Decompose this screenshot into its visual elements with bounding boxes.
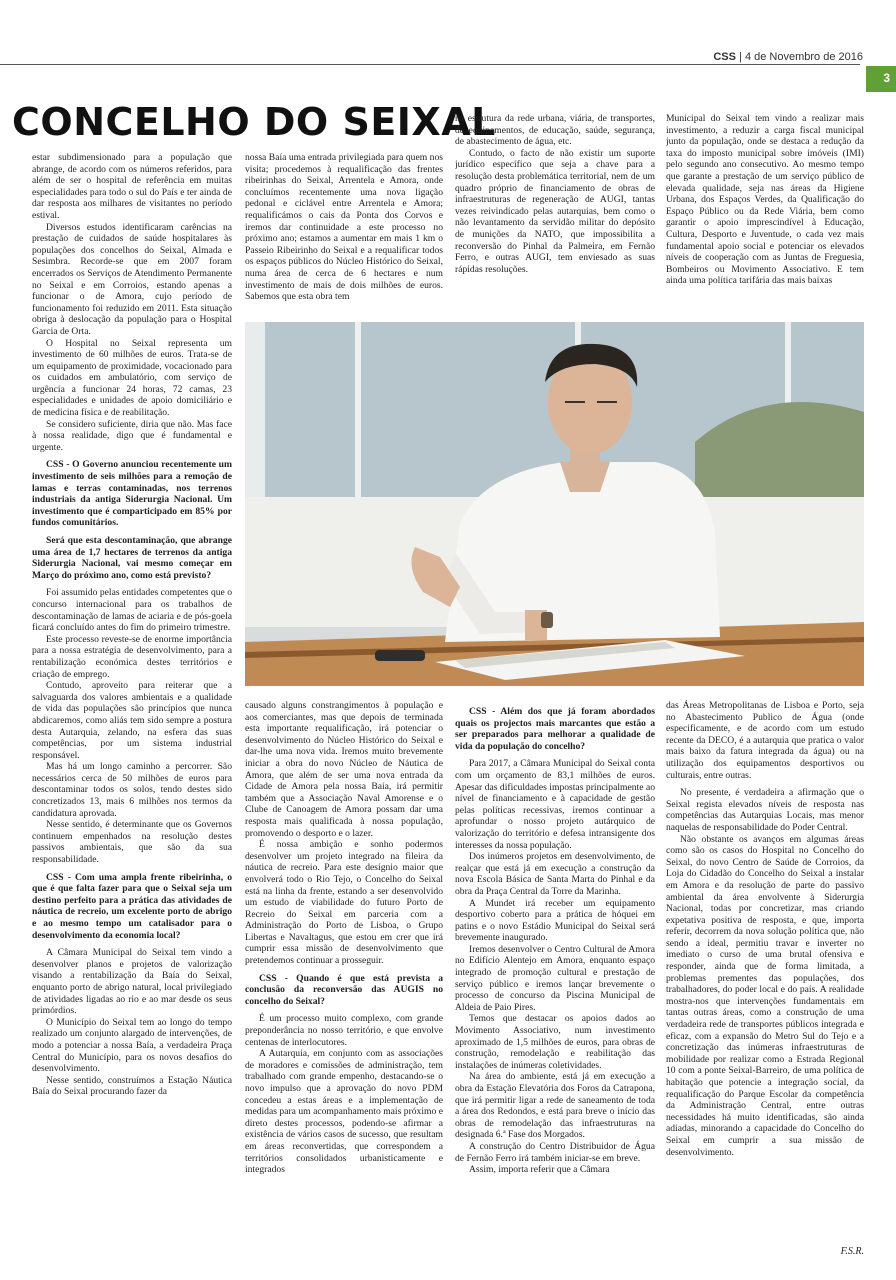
- column-2-top: [245, 152, 443, 316]
- article-title: CONCELHO DO SEIXAL: [12, 100, 496, 144]
- column-3-top: [455, 113, 655, 317]
- paragraph: É um processo muito complexo, com grande preponderância no nosso território, e que envolve centenas de interlocutores.: [245, 1013, 443, 1048]
- header-separator: |: [735, 51, 745, 63]
- paragraph: Nesse sentido, construímos a Estação Náutica Baía do Seixal procurando fazer da: [32, 1074, 232, 1098]
- paragraph: Diversos estudos identificaram carências na prestação de cuidados de saúde hospitalares às populações dos concelhos do Seixal, Almada e Sesimbra. Recorde-se que em 2007 foram encerrados os Serviços de Atendimento Permanente no Seixal e em Corroios, estando apenas a funcionar o de Amora, cujo período de funcionamento foi reduzido em 2011. Esta situação obriga à deslocação da população para o Hospital Garcia de Orta.: [32, 221, 232, 337]
- paragraph: A Câmara Municipal do Seixal tem vindo a desenvolver planos e projetos de valorização visando a rentabilização da Baía do Seixal, enquanto porto de abrigo natural, local privilegiado de atividades ligadas ao rio e ao mar desde os seus primórdios.: [32, 947, 232, 1017]
- paragraph: Na área do ambiente, está já em execução a obra da Estação Elevatória dos Foros da Catrapona, que irá permitir ligar a rede de saneamento de toda a área dos Redondos, e está para breve o início das obras de remodelação das infraestruturas na designada 6.ª Fase dos Morgados.: [455, 1071, 655, 1141]
- paragraph: Contudo, o facto de não existir um suporte jurídico específico que seja a chave para a resolução desta problemática territorial, nem de um quadro próprio de financiamento de obras de infraestruturas de regeneração de AUGI, tantas vezes reivindicado pelas autarquias, bem como o não levantamento da servidão militar do depósito de munições da NATO, que impossibilita a reconversão do Pinhal da Palmeira, em Fernão Ferro, e outras AUGI, tem enviesado as suas rápidas resoluções.: [455, 147, 655, 275]
- column-2-bottom: [245, 700, 443, 1230]
- page-number: 3: [883, 71, 890, 85]
- paragraph: Contudo, aproveito para reiterar que a salvaguarda dos valores ambientais e a qualidade de vida das populações são princípios que nunca abdicaremos, como aliás tem sido sempre a postura desta Autarquia, zelando, na esfera das suas competências, por um sistema industrial responsável.: [32, 680, 232, 761]
- paragraph: Temos que destacar os apoios dados ao Movimento Associativo, num investimento aproximado de 1,5 milhões de euros, para obras de construção, remodelação e reabilitação das instalações de inúmeras coletividades.: [455, 1013, 655, 1071]
- paragraph: Foi assumido pelas entidades competentes que o concurso internacional para os trabalhos de descontaminação de lamas de aciaria e de pós-goela ficará concluído antes do fim do primeiro trimestre.: [32, 587, 232, 634]
- paragraph: Dos inúmeros projetos em desenvolvimento, de realçar que está já em execução a construção da nova Escola Básica de Santa Marta do Pinhal e da obra da Praça Central da Torre da Marinha.: [455, 851, 655, 897]
- paragraph: estar subdimensionado para a população que abrange, de acordo com os números referidos, para além de ser o hospital de referência em muitas especialidades para todo o sul do País e ter ainda de dar resposta aos milhares de visitantes no período estival.: [32, 152, 232, 221]
- paragraph: das Áreas Metropolitanas de Lisboa e Porto, seja no Abastecimento Publico de Água (onde especificamente, e de acordo com um estudo recente da DECO, é a autarquia que pratica o valor mais baixo da fatura integrada da água) ou na utilização dos equipamentos desportivos ou culturais, entre outras.: [666, 700, 864, 781]
- publication-name: CSS: [713, 51, 736, 63]
- column-4-top: [666, 113, 864, 317]
- paragraph: É nossa ambição e sonho podermos desenvolver um projeto integrado na fileira da náutica de recreio. Para este desígnio maior que envolverá todo o Rio Tejo, o Concelho do Seixal está na linha da frente, estando a ser desenvolvido um estudo de viabilidade do futuro Porto de Recreio do Seixal em parceria com a Administração do Porto de Lisboa, o Grupo Libertas e Navaltagus, que estou em crer que irá cumprir essa missão de desenvolvimento que pretendemos continuar a prosseguir.: [245, 839, 443, 967]
- page-number-tab: [866, 66, 896, 92]
- interview-question: CSS - Além dos que já foram abordados quais os projectos mais marcantes que estão a ser preparados para melhorar a qualidade de vida da população do concelho?: [455, 706, 655, 752]
- column-3-bottom: [455, 700, 655, 1232]
- paragraph: Assim, importa referir que a Câmara: [469, 1164, 610, 1176]
- paragraph: Para 2017, a Câmara Municipal do Seixal conta com um orçamento de 83,1 milhões de euros. Apesar das dificuldades impostas principalmente ao nível de financiamento e à capacidade de gestão pelas políticas recessivas, iremos continuar a aprofundar o nosso projeto autárquico de valorização do território e defesa intransigente dos interesses da nossa população.: [455, 758, 655, 851]
- paragraph: O Hospital no Seixal representa um investimento de 60 milhões de euros. Trata-se de um equipamento de proximidade, vocacionado para os cuidados em ambulatório, com serviço de urgência a funcionar 24 horas, 72 camas, 23 especialidades e unidades de apoio domiciliário e de medicina física e de reabilitação.: [32, 337, 232, 419]
- paragraph: Mas há um longo caminho a percorrer. São necessários cerca de 50 milhões de euros para descontaminar todos os solos, tendo destes sido concretizados 13, mais 6 milhões nos termos da candidatura aprovada.: [32, 761, 232, 819]
- column-4-bottom: [666, 700, 864, 1240]
- paragraph: Não obstante os avanços em algumas áreas como são os casos do Hospital no Concelho do Seixal, do novo Centro de Saúde de Corroios, da Loja do Cidadão do Concelho do Seixal a instalar em Amora e da resolução de parte do passivo ambiental da área envolvente à Siderurgia Nacional, todas por concretizar, mas criando expetativa positiva de resposta, e que, importa referir, decorrem da nova solução política que, não sendo a ideal, permitiu travar e inverter no imediato o curso de uma brutal ofensiva e responder, ainda que de forma limitada, a problemas prementes das populações, dos trabalhadores, do poder local e do país. A realidade mostra-nos que intervenções fundamentais em tantas outras áreas, como a construção de uma verdadeira rede de transportes públicos integrada e eficaz, com a expansão do Metro Sul do Tejo e a concretização das inúmeras infraestruturas de mobilidade por realizar como a Estrada Regional 10 com a ponte Seixal-Barreiro, de uma política de habitação que potencie a integração social, da requalificação do Parque Escolar da competência da Administração Central, entre outras necessidades há muito identificadas, são ainda adiadas, minorando a capacidade do Concelho do Seixal em cumprir a sua missão de desenvolvimento.: [666, 833, 864, 1158]
- paragraph: A Autarquia, em conjunto com as associações de moradores e comissões de administração, tem trabalhado com grande empenho, destacando-se o novo impulso que a aprovação do novo PDM concedeu a estas áreas e a implementação de medidas para um acompanhamento mais próximo e direto destes processos, podendo-se afirmar a existência de vários casos de sucesso, que resultam em áreas reconvertidas, que correspondem a territórios consolidados urbanisticamente e integrados: [245, 1048, 443, 1176]
- interview-question: CSS - O Governo anunciou recentemente um investimento de seis milhões para a remoção de lamas e terras contaminadas, nos terrenos industriais da antiga Siderurgia Nacional. Um investimento que é comparticipado em 85% por fundos comunitários.: [32, 459, 232, 529]
- paragraph: na estrutura da rede urbana, viária, de transportes, de equipamentos, de educação, saúde, segurança, de abastecimento de água, etc.: [455, 113, 655, 148]
- column-1: [32, 152, 232, 1242]
- paragraph: Este processo reveste-se de enorme importância para a nossa estratégia de desenvolvimento, para a rentabilização económica destes territórios e criação de emprego.: [32, 633, 232, 680]
- paragraph: O Município do Seixal tem ao longo do tempo realizado um conjunto alargado de intervenções, de modo a potenciar a nossa Baía, a verdadeira Praça Central do Município, para os novos desafios do desenvolvimento.: [32, 1016, 232, 1075]
- header-meta: [713, 51, 863, 63]
- author-signature: F.S.R.: [840, 1246, 864, 1257]
- paragraph: A Mundet irá receber um equipamento desportivo coberto para a prática de hóquei em patins e o novo Estádio Municipal do Seixal será brevemente inaugurado.: [455, 897, 655, 944]
- paragraph: causado alguns constrangimentos à população e aos comerciantes, mas que depois de terminada esta importante requalificação, irá potenciar o desenvolvimento do Núcleo Histórico do Seixal e dar-lhe uma nova vida. Iremos muito brevemente iniciar a obra do novo Núcleo de Náutica de Amora, que além de ser uma nova entrada da Cidade de Amora pela nossa Baía, irá permitir também que a Associação Naval Amorense e o Clube de Canoagem de Amora possam dar uma resposta mais qualificada à nossa população, promovendo o desporto e o lazer.: [245, 700, 443, 839]
- interview-question: CSS - Quando é que está prevista a conclusão da reconversão das AUGIS no concelho do Seixal?: [245, 972, 443, 1007]
- interview-question: Será que esta descontaminação, que abrange uma área de 1,7 hectares de terrenos da antiga Siderurgia Nacional, vai mesmo começar em Março do próximo ano, como está previsto?: [32, 535, 232, 581]
- interview-question: CSS - Com uma ampla frente ribeirinha, o que é que falta fazer para que o Seixal seja um destino perfeito para a prática das atividades de náutica de recreio, um excelente porto de abrigo e ao mesmo tempo um catalisador para o desenvolvimento da economia local?: [32, 871, 232, 941]
- person-photo-illustration: [245, 322, 864, 686]
- paragraph: No presente, é verdadeira a afirmação que o Seixal regista elevados níveis de resposta nas competências das Autarquias Locais, mas menor naquelas de responsabilidade do Poder Central.: [666, 787, 864, 833]
- paragraph: Municipal do Seixal tem vindo a realizar mais investimento, a reduzir a carga fiscal municipal junto da população, onde se destaca a redução da taxa do imposto municipal sobre imóveis (IMI) pelo segundo ano consecutivo. Ao mesmo tempo que garante a prestação de um serviço público de elevada qualidade, seja nas áreas da Higiene Urbana, dos Espaços Verdes, da Qualificação do Espaço Público ou da Rede Viária, bem como garantir o apoio imprescindível à Educação, Cultura, Desporto e Juventude, o cada vez mais fundamental apoio social e potenciar os elevados níveis de cooperação com as Juntas de Freguesia, Bombeiros ou Movimento Associativo. E tem ainda uma política tarifária das mais baixas: [666, 113, 864, 287]
- interview-photo: [245, 322, 864, 686]
- paragraph: nossa Baía uma entrada privilegiada para quem nos visita; procedemos à requalificação das frentes ribeirinhas do Seixal, Arrentela e Amora, onde concluímos recentemente uma nova ligação pedonal e ciclável entre Arrentela e Amora; requalificámos o cais da Ponta dos Corvos e iremos dar continuidade a este processo no próximo ano; estamos a aumentar em mais 1 km o Passeio Ribeirinho do Seixal e a requalificar todos os espaços públicos do Núcleo Histórico do Seixal, numa área de cerca de 6 hectares e num investimento de mais de dois milhões de euros. Sabemos que esta obra tem: [245, 152, 443, 303]
- paragraph: Nesse sentido, é determinante que os Governos continuem empenhados na resolução destes passivos ambientais, que são da sua responsabilidade.: [32, 819, 232, 866]
- issue-date: 4 de Novembro de 2016: [744, 51, 863, 63]
- header-rule: [0, 64, 860, 65]
- paragraph: Iremos desenvolver o Centro Cultural de Amora no Edifício Alentejo em Amora, enquanto espaço integrado de promoção cultural e prestação de serviço público e iremos lançar brevemente o processo de concurso da Piscina Municipal de Aldeia de Paio Pires.: [455, 943, 655, 1013]
- paragraph: Se considero suficiente, diria que não. Mas face à nossa realidade, digo que é fundamental e urgente.: [32, 418, 232, 453]
- paragraph: A construção do Centro Distribuidor de Água de Fernão Ferro irá também iniciar-se em breve.: [455, 1140, 655, 1164]
